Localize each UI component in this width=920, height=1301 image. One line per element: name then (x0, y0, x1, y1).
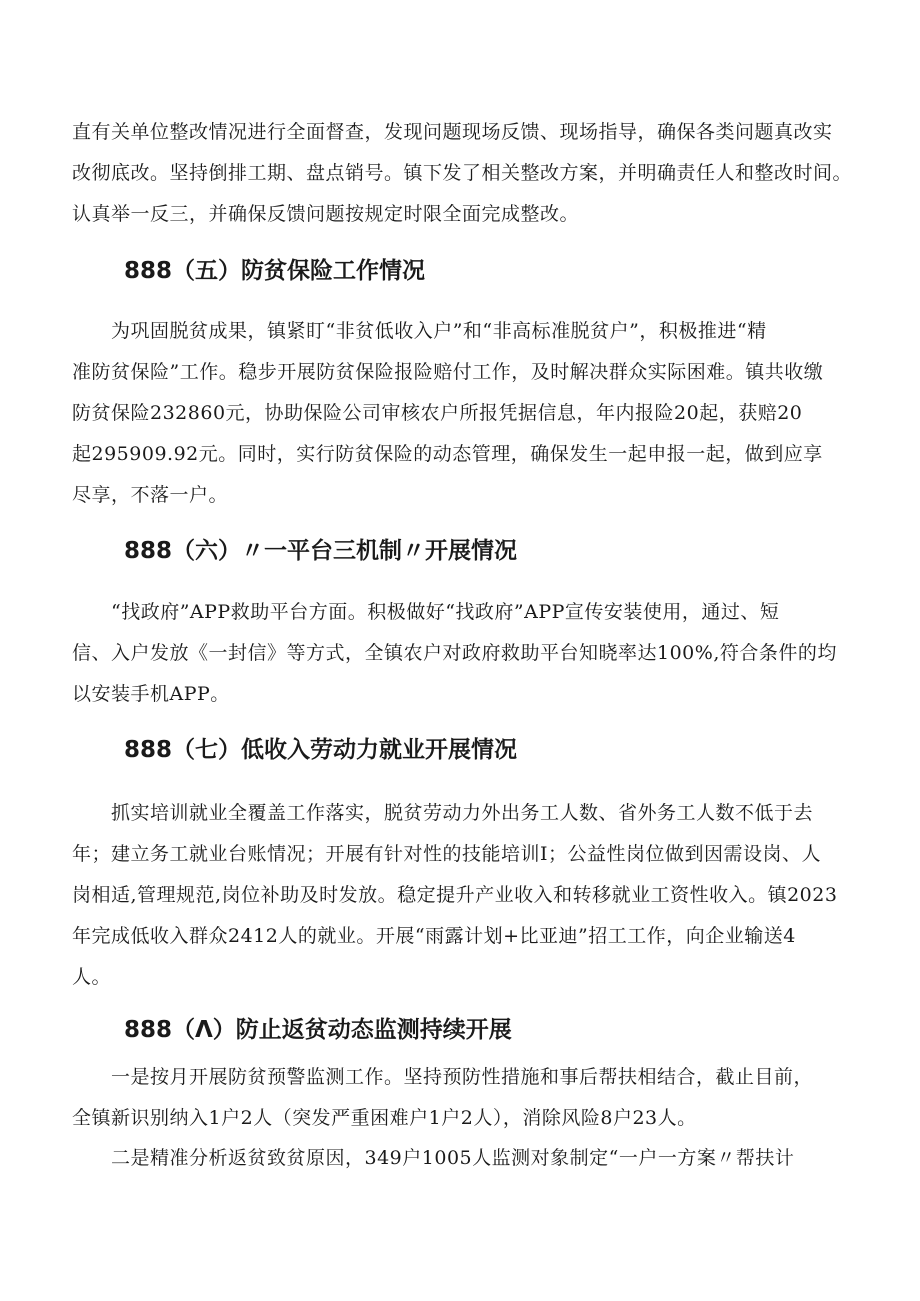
text-line: 岗相适,管理规范,岗位补助及时发放。稳定提升产业收入和转移就业工资性收入。镇2023 (72, 884, 838, 906)
text-line: 尽享，不落一户。 (72, 484, 229, 506)
text-line: 年完成低收入群众2412人的就业。开展“雨露计划+比亚迪”招工工作，向企业输送4 (72, 925, 796, 947)
text-line: 全镇新识别纳入1户2人（突发严重困难户1户2人），消除风险8户23人。 (72, 1107, 697, 1129)
paragraph-employment (72, 793, 852, 998)
text-line: “找政府”APP救助平台方面。积极做好“找政府”APP宣传安装使用，通过、短 (72, 601, 780, 623)
paragraph-insurance (72, 311, 852, 516)
text-line: 年；建立务工就业台账情况；开展有针对性的技能培训Ⅰ；公益性岗位做到因需设岗、人 (72, 843, 822, 865)
text-line: 抓实培训就业全覆盖工作落实，脱贫劳动力外出务工人数、省外务工人数不低于去 (72, 802, 814, 824)
text-line: 以安装手机APP。 (72, 683, 230, 705)
paragraph-monitoring-1 (72, 1057, 852, 1139)
section-heading-7: 888（七）低收入劳动力就业开展情况 (124, 737, 518, 763)
paragraph-rectification (72, 112, 852, 235)
section-heading-5: 888（五）防贫保险工作情况 (124, 258, 426, 284)
text-line: 准防贫保险”工作。稳步开展防贫保险报险赔付工作，及时解决群众实际困难。镇共收缴 (72, 361, 824, 383)
text-line: 防贫保险232860元，协助保险公司审核农户所报凭据信息，年内报险20起，获赔20 (72, 402, 803, 424)
text-line: 认真举一反三，并确保反馈问题按规定时限全面完成整改。 (72, 203, 580, 225)
text-line: 为巩固脱贫成果，镇紧盯“非贫低收入户”和“非高标准脱贫户”，积极推进“精 (72, 320, 767, 342)
text-line: 起295909.92元。同时，实行防贫保险的动态管理，确保发生一起申报一起，做到应享 (72, 443, 823, 465)
text-line: 二是精准分析返贫致贫原因，349户1005人监测对象制定“一户一方案〃帮扶计 (72, 1147, 795, 1169)
section-heading-6: 888（六）〃一平台三机制〃开展情况 (124, 538, 518, 564)
text-line: 人。 (72, 966, 112, 988)
section-heading-8: 888（Λ）防止返贫动态监测持续开展 (124, 1017, 512, 1043)
text-line: 信、入户发放《一封信》等方式，全镇农户对政府救助平台知晓率达100%,符合条件的均 (72, 642, 837, 664)
paragraph-platform (72, 592, 852, 715)
text-line: 直有关单位整改情况进行全面督查，发现问题现场反馈、现场指导，确保各类问题真改实 (72, 121, 833, 143)
text-line: 改彻底改。坚持倒排工期、盘点销号。镇下发了相关整改方案，并明确责任人和整改时间。 (72, 162, 852, 184)
text-line: 一是按月开展防贫预警监测工作。坚持预防性措施和事后帮扶相结合，截止目前， (72, 1066, 814, 1088)
paragraph-monitoring-2 (72, 1138, 852, 1179)
